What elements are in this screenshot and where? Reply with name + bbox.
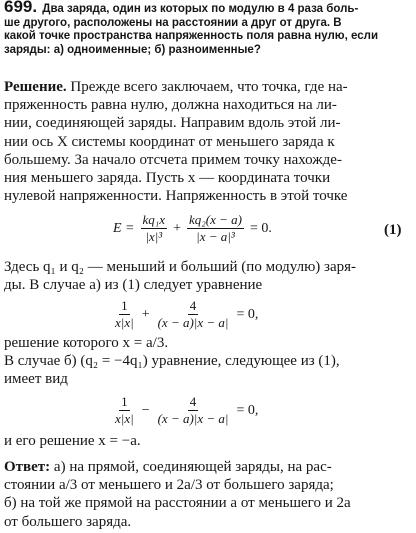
solution-line-6: ния меньшего заряда. Пусть x — координата точки [4, 170, 331, 187]
solution-paragraph-2 [4, 258, 412, 294]
eq1-term2-denominator: |x − a|³ [196, 229, 235, 244]
answer-line-3: б) на той же прямой на расстоянии a от меньшего и 2a [4, 495, 351, 512]
eq1-lhs: E = [113, 220, 135, 236]
equation-3 [110, 394, 261, 427]
answer-block [4, 458, 412, 531]
solution-line-5: большему. За начало отсчета примем точку нахожде- [4, 151, 342, 168]
eq2-term1-denominator: x|x| [115, 315, 134, 330]
eq1-term1-numerator: kq₁x [142, 212, 166, 227]
eq2-term1-numerator: 1 [121, 298, 128, 313]
eq3-rhs: = 0, [236, 402, 259, 418]
eq3-term-2 [156, 394, 231, 427]
eq2-term-1 [113, 298, 136, 331]
eq2-plus: + [141, 306, 150, 322]
equation-2 [110, 298, 261, 331]
problem-number: 699. [4, 0, 38, 16]
problem-line-2: ше другого, расположены на расстоянии a друг от друга. В [4, 16, 342, 29]
eq3-minus: − [141, 402, 150, 418]
problem-text-1: Два заряда, один из которых по модулю в 4 раза боль- [42, 3, 359, 15]
problem-line-3: какой точке пространства напряженность поля равна нулю, если [4, 30, 379, 43]
solution-line-3: нии, соединяющей заряды. Направим вдоль этой ли- [4, 115, 341, 132]
solution-text-1: Прежде всего заключаем, что точка, где на- [66, 79, 348, 95]
solution-line-9: ды. В случае а) из (1) следует уравнение [4, 277, 263, 294]
eq1-term-2 [187, 212, 244, 245]
eq1-term2-numerator: kq₂(x − a) [188, 212, 242, 227]
eq1-rhs: = 0. [249, 220, 272, 236]
solution-line-2: пряженность равна нулю, должна находиться на ли- [4, 97, 337, 114]
answer-text-1: а) на прямой, соединяющей заряды, на рас- [50, 459, 332, 475]
eq2-term2-numerator: 4 [189, 298, 197, 313]
solution-line-10: В случае б) (q₂ = −4q₁) уравнение, следующее из (1), [4, 353, 340, 370]
eq3-term1-numerator: 1 [121, 394, 128, 409]
problem-line-1 [4, 0, 412, 17]
solution-result-a-block [4, 334, 412, 389]
eq3-term1-denominator: x|x| [115, 411, 134, 426]
solution-line-8: Здесь q₁ и q₂ — меньший и больший (по модулю) заря- [4, 259, 357, 275]
eq1-plus: + [173, 220, 181, 236]
solution-result-a: решение которого x = a/3. [4, 335, 169, 351]
eq2-term2-denominator: (x − a)|x − a| [157, 315, 229, 330]
solution-line-4: нии ось X системы координат от меньшего заряда к [4, 133, 335, 150]
eq3-term2-denominator: (x − a)|x − a| [157, 411, 229, 426]
answer-line-2: стоянии a/3 от меньшего и 2a/3 от большего заряда; [4, 477, 334, 494]
equation-1-number: (1) [384, 222, 402, 238]
solution-result-b-block [4, 432, 412, 450]
problem-line-4: заряды: а) одноименные; б) разноименные? [4, 43, 261, 56]
problem-statement [4, 0, 412, 57]
equation-1 [110, 212, 275, 245]
eq3-term-1 [113, 394, 136, 427]
solution-result-b: и его решение x = −a. [4, 433, 141, 449]
eq3-term2-numerator: 4 [189, 394, 197, 409]
solution-line-7: нулевой напряженности. Напряженность в этой точке [4, 188, 348, 205]
solution-label: Решение. [4, 79, 67, 95]
answer-line-1 [4, 458, 412, 476]
solution-paragraph-1 [4, 78, 412, 205]
answer-line-4: от большего заряда. [4, 513, 132, 530]
eq1-term-1 [141, 212, 168, 245]
eq2-rhs: = 0, [236, 306, 259, 322]
eq1-term1-denominator: |x|³ [145, 229, 163, 244]
solution-line-11: имеет вид [4, 371, 68, 388]
answer-label: Ответ: [4, 459, 51, 475]
eq2-term-2 [156, 298, 231, 331]
solution-line-1 [4, 78, 412, 96]
